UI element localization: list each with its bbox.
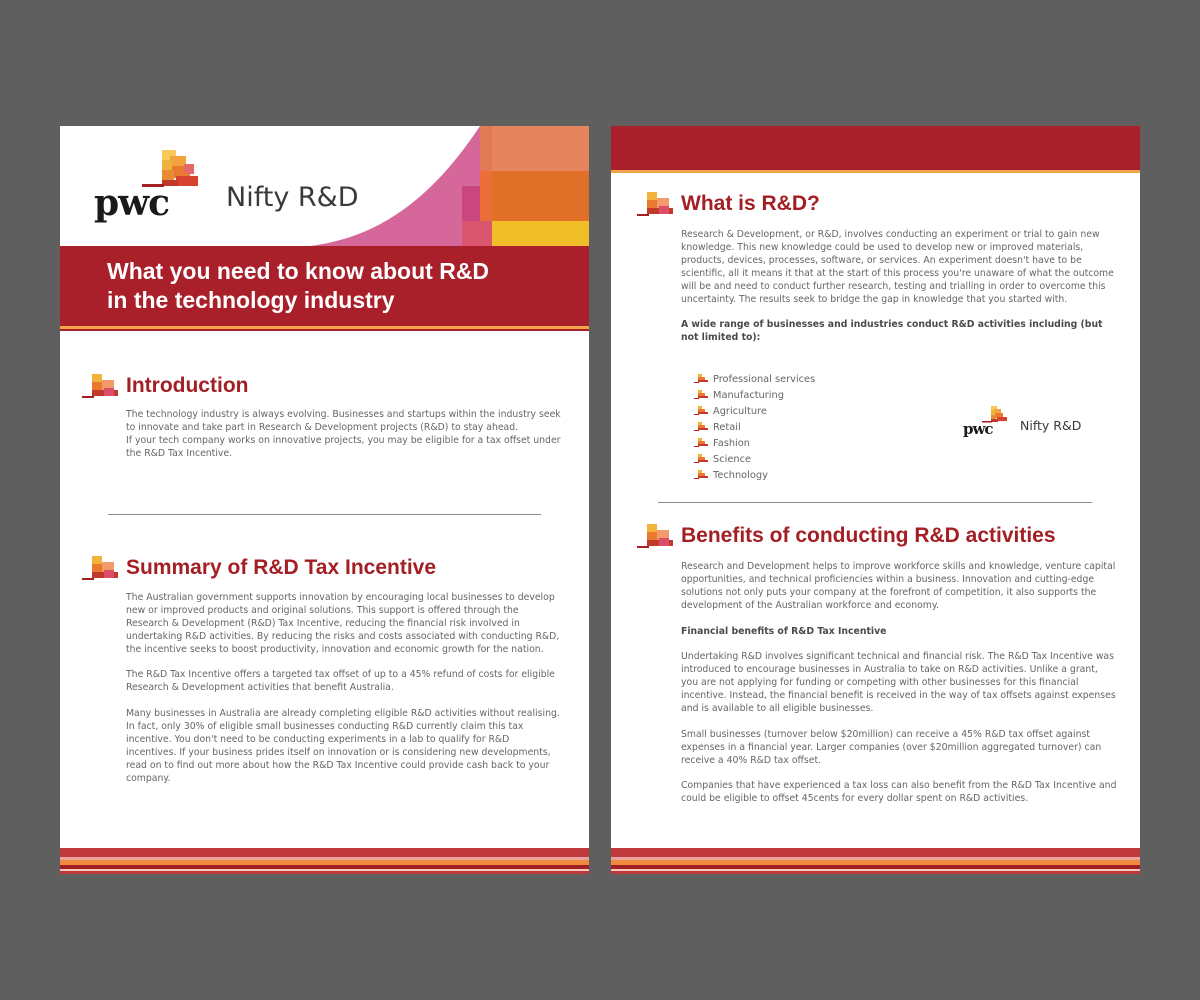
list-item xyxy=(694,454,815,470)
section-icon xyxy=(637,524,675,550)
list-item xyxy=(694,470,815,486)
financial-benefits-heading: Financial benefits of R&D Tax Incentive xyxy=(681,625,887,637)
bullet-icon xyxy=(694,470,708,480)
flyer-page-left xyxy=(60,126,589,874)
summary-heading: Summary of R&D Tax Incentive xyxy=(126,556,437,579)
section-divider xyxy=(658,502,1092,503)
introduction-paragraph: The technology industry is always evolving. Businesses and startups within the industry seek to innovate and take part in Research & Development projects (R&D) to stay ahead. xyxy=(126,409,561,433)
bullet-icon xyxy=(694,422,708,432)
list-item xyxy=(694,422,815,438)
section-icon xyxy=(82,374,120,400)
list-item-label: Fashion xyxy=(713,438,750,449)
section-divider xyxy=(108,514,541,515)
section-icon xyxy=(82,556,120,582)
list-item-label: Retail xyxy=(713,422,741,433)
product-name: Nifty R&D xyxy=(1020,418,1082,433)
what-is-rd-heading: What is R&D? xyxy=(681,192,820,215)
benefits-heading: Benefits of conducting R&D activities xyxy=(681,524,1056,547)
pwc-logo-text: pwc xyxy=(94,182,170,224)
benefits-body xyxy=(681,561,1117,806)
pwc-logo-text: pwc xyxy=(963,420,993,438)
what-is-rd-paragraph: Research & Development, or R&D, involves conducting an experiment or trial to gain new knowledge. This new knowledge could be used to develop new or improved materials, products, devices, processes, software, or services. An experiment doesn't have to be scientific, all it means it that at the start of this process you're unaware of what the outcome will be and need to conduct further research, testing and trialling in order to overcome this uncertainty. The results seek to bridge the gap in knowledge that you started with. xyxy=(681,229,1114,305)
bullet-icon xyxy=(694,374,708,384)
introduction-paragraph: If your tech company works on innovative projects, you may be eligible for a tax offset under the R&D Tax Incentive. xyxy=(126,434,561,459)
footer-stripes xyxy=(60,848,589,874)
list-item-label: Agriculture xyxy=(713,406,767,417)
top-band-accent-line xyxy=(611,170,1140,173)
summary-paragraph: The R&D Tax Incentive offers a targeted tax offset of up to a 45% refund of costs for eligible Research & Development activities that benefit Australia. xyxy=(126,669,555,694)
list-item-label: Manufacturing xyxy=(713,390,784,401)
benefits-paragraph: Undertaking R&D involves significant technical and financial risk. The R&D Tax Incentive was introduced to encourage businesses in Australia to take on R&D activities. Unlike a grant, you are not applying for funding or competing with other businesses for this financial incentive. Instead, the financial benefit is received in the way of tax offsets against expenses and is available to all eligible businesses. xyxy=(681,651,1116,714)
page-title-line2: in the technology industry xyxy=(107,287,395,313)
summary-body xyxy=(126,592,562,786)
introduction-heading: Introduction xyxy=(126,374,249,397)
footer-stripes xyxy=(611,848,1140,874)
introduction-body xyxy=(126,409,564,461)
list-item-label: Technology xyxy=(713,470,768,481)
list-item-label: Science xyxy=(713,454,751,465)
flyer-page-right xyxy=(611,126,1140,874)
banner-accent-line-dark xyxy=(60,329,589,331)
list-item xyxy=(694,374,815,390)
industries-intro: A wide range of businesses and industries conduct R&D activities including (but not limited to): xyxy=(681,319,1103,344)
bullet-icon xyxy=(694,454,708,464)
bullet-icon xyxy=(694,438,708,448)
benefits-paragraph: Research and Development helps to improve workforce skills and knowledge, venture capital opportunities, and technical proficiencies within a business. Innovation and cutting-edge solutions not only puts your company at the forefront of competition, it also supports the development of the Australian workforce and economy. xyxy=(681,561,1116,611)
bullet-icon xyxy=(694,390,708,400)
list-item xyxy=(694,406,815,422)
bullet-icon xyxy=(694,406,708,416)
industries-list xyxy=(694,374,815,486)
benefits-paragraph: Small businesses (turnover below $20million) can receive a 45% R&D tax offset against expenses in a financial year. Larger companies (over $20million aggregated turnover) can receive a 40% R&D tax offset. xyxy=(681,728,1102,766)
list-item xyxy=(694,438,815,454)
list-item-label: Professional services xyxy=(713,374,816,385)
what-is-rd-body xyxy=(681,229,1117,345)
pwc-logo-small xyxy=(963,404,1093,444)
pwc-logo xyxy=(94,148,204,228)
product-name: Nifty R&D xyxy=(226,182,359,213)
summary-paragraph: Many businesses in Australia are already completing eligible R&D activities without realising. In fact, only 30% of eligible small businesses conducting R&D currently claim this tax incentive. You don't need to be conducting experiments in a lab to qualify for R&D incentives. If your business prides itself on innovation or is considering new developments, read on to find out more about how the R&D Tax Incentive could provide cash back to your company. xyxy=(126,708,560,784)
section-icon xyxy=(637,192,675,218)
list-item xyxy=(694,390,815,406)
summary-paragraph: The Australian government supports innovation by encouraging local businesses to develop new or improved products and original solutions. This support is offered through the Research & Development (R&D) Tax Incentive, reducing the financial risk involved in undertaking R&D activities. By reducing the risks and costs associated with conducting R&D, the incentive seeks to boost productivity, innovation and economic growth for the nation. xyxy=(126,592,560,655)
benefits-paragraph: Companies that have experienced a tax loss can also benefit from the R&D Tax Incentive and could be eligible to offset 45cents for every dollar spent on R&D activities. xyxy=(681,780,1117,805)
top-band xyxy=(611,126,1140,170)
page-title-line1: What you need to know about R&D xyxy=(107,258,490,284)
page-title xyxy=(107,257,577,315)
